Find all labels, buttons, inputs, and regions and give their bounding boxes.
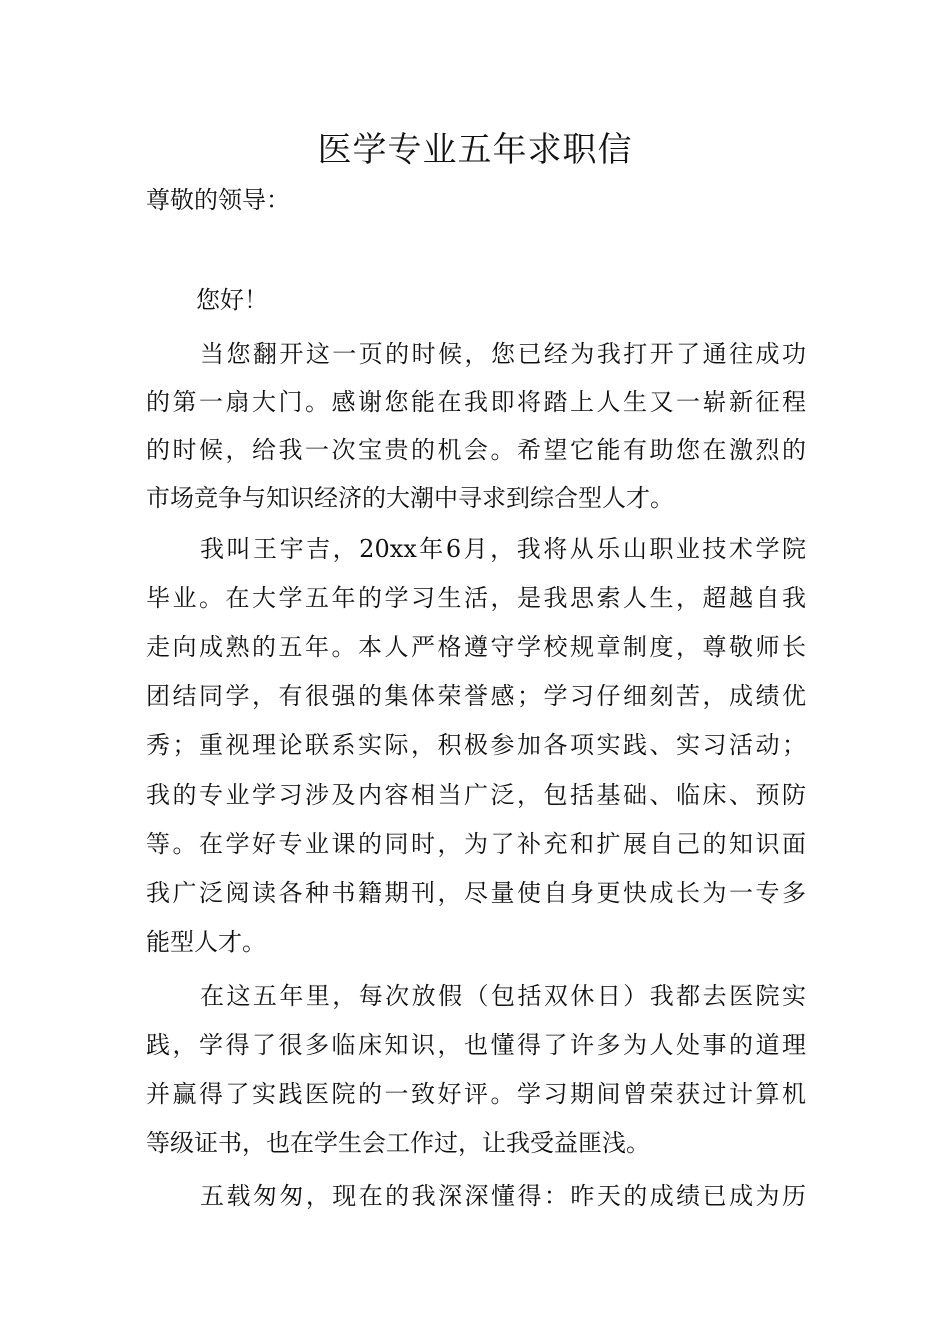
body-line: 秀；重视理论联系实际，积极参加各项实践、实习活动； [146,731,806,759]
body-line: 的第一扇大门。感谢您能在我即将踏上人生又一崭新征程 [146,388,806,416]
body-line: 团结同学，有很强的集体荣誉感；学习仔细刻苦，成绩优 [146,682,806,710]
body-line: 等级证书，也在学生会工作过，让我受益匪浅。 [146,1129,650,1157]
body-line: 市场竞争与知识经济的大潮中寻求到综合型人才。 [146,484,674,512]
body-line: 我叫王宇吉，20xx年6月，我将从乐山职业技术学院 [200,535,806,563]
body-line: 践，学得了很多临床知识，也懂得了许多为人处事的道理 [146,1031,806,1059]
body-line: 并赢得了实践医院的一致好评。学习期间曾荣获过计算机 [146,1080,806,1108]
body-line: 等。在学好专业课的同时，为了补充和扩展自己的知识面 [146,830,806,858]
body-line: 五载匆匆，现在的我深深懂得：昨天的成绩已成为历 [200,1182,806,1210]
greeting: 您好！ [196,286,268,314]
body-line: 我的专业学习涉及内容相当广泛，包括基础、临床、预防 [146,781,806,809]
body-line: 的时候，给我一次宝贵的机会。希望它能有助您在激烈的 [146,436,806,464]
document-title: 医学专业五年求职信 [317,130,633,170]
body-line: 毕业。在大学五年的学习生活，是我思索人生，超越自我 [146,584,806,612]
body-line: 走向成熟的五年。本人严格遵守学校规章制度，尊敬师长 [146,633,806,661]
body-line: 我广泛阅读各种书籍期刊，尽量使自身更快成长为一专多 [146,879,806,907]
salutation: 尊敬的领导： [146,186,290,214]
body-line: 在这五年里，每次放假（包括双休日）我都去医院实 [200,982,806,1010]
body-line: 当您翻开这一页的时候，您已经为我打开了通往成功 [200,340,806,368]
body-line: 能型人才。 [146,928,266,956]
